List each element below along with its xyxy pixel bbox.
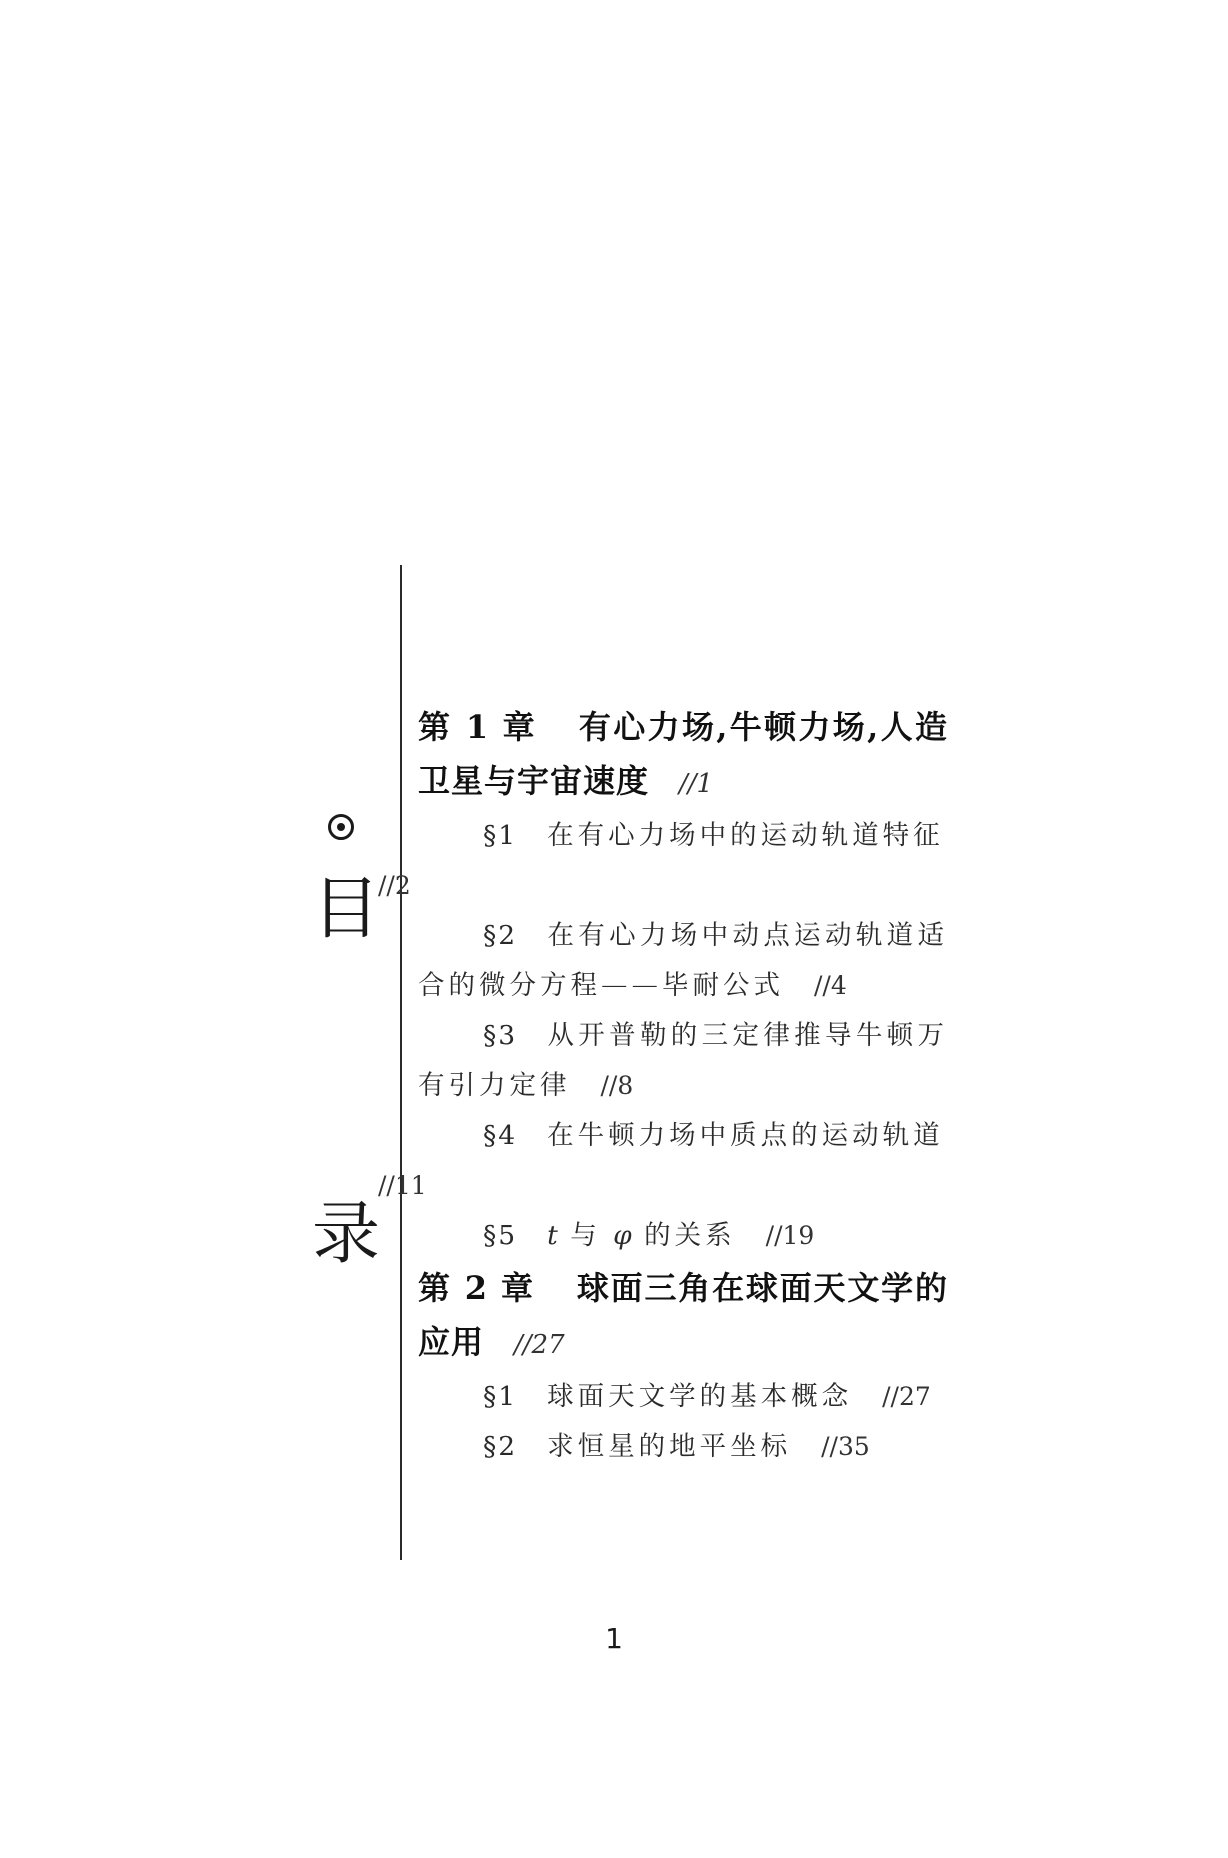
page-number: 1 bbox=[605, 1622, 623, 1655]
section-page: //19 bbox=[765, 1221, 815, 1250]
circled-dot-icon bbox=[328, 814, 354, 840]
section-title: 在有心力场中的运动轨道特征 bbox=[547, 820, 944, 851]
section-title: 球面天文学的基本概念 bbox=[547, 1381, 853, 1412]
section-number: §2 bbox=[483, 1431, 518, 1462]
toc-entry[interactable] bbox=[418, 1422, 948, 1472]
toc-entry[interactable] bbox=[418, 1211, 948, 1261]
variable-t: t bbox=[547, 1220, 558, 1251]
section-number: §3 bbox=[483, 1020, 518, 1051]
section-page: //27 bbox=[882, 1382, 931, 1411]
variable-phi: φ bbox=[613, 1220, 632, 1251]
section-title: 的关系 bbox=[644, 1220, 736, 1251]
section-page: //2 bbox=[378, 871, 411, 900]
chapter-page: //27 bbox=[514, 1330, 565, 1360]
section-title: 在牛顿力场中质点的运动轨道 bbox=[547, 1120, 944, 1151]
section-number: §2 bbox=[483, 920, 518, 951]
chapter-title: 球面三角在球面天文学的应用 bbox=[418, 1269, 948, 1361]
chapter-heading[interactable] bbox=[418, 700, 948, 811]
section-page: //11 bbox=[378, 1171, 427, 1200]
vertical-rule bbox=[400, 565, 402, 1560]
chapter-number: 第 2 章 bbox=[418, 1269, 535, 1307]
section-page: //4 bbox=[814, 971, 847, 1000]
toc-title-char-2: 录 bbox=[311, 1195, 380, 1274]
toc-entry[interactable] bbox=[418, 1011, 948, 1111]
section-title-mid: 与 bbox=[570, 1220, 601, 1251]
section-number: §4 bbox=[483, 1120, 518, 1151]
chapter-title: 有心力场,牛顿力场,人造卫星与宇宙速度 bbox=[418, 708, 948, 800]
toc-title-char-1: 目 bbox=[311, 870, 380, 949]
toc-entry[interactable] bbox=[418, 911, 948, 1011]
section-page: //8 bbox=[600, 1071, 634, 1100]
chapter-page: //1 bbox=[679, 769, 714, 799]
section-title: 在有心力场中动点运动轨道适合的微分方程——毕耐公式 bbox=[418, 920, 948, 1001]
chapter-heading[interactable] bbox=[418, 1261, 948, 1372]
section-page: //35 bbox=[821, 1432, 870, 1461]
section-title: 求恒星的地平坐标 bbox=[547, 1431, 792, 1462]
section-number: §1 bbox=[483, 820, 518, 851]
table-of-contents bbox=[378, 700, 948, 1472]
toc-entry[interactable] bbox=[378, 811, 948, 911]
section-number: §1 bbox=[483, 1381, 518, 1412]
section-title: 从开普勒的三定律推导牛顿万有引力定律 bbox=[418, 1020, 948, 1101]
chapter-number: 第 1 章 bbox=[418, 708, 537, 746]
toc-entry[interactable] bbox=[378, 1111, 948, 1211]
section-number: §5 bbox=[483, 1220, 518, 1251]
toc-entry[interactable] bbox=[418, 1372, 948, 1422]
